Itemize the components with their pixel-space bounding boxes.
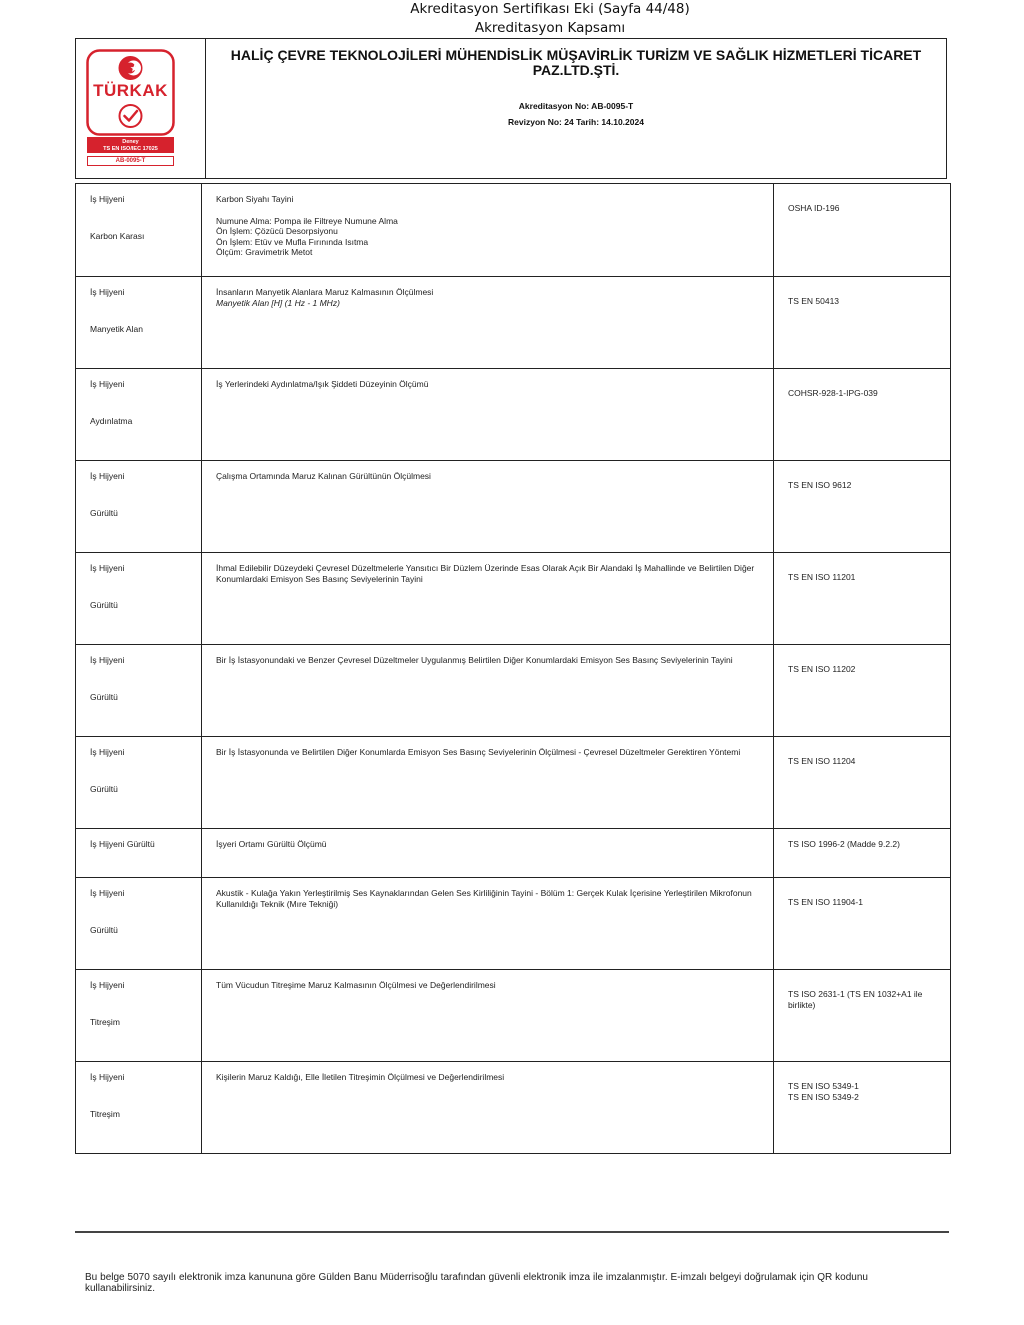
method-title: Çalışma Ortamında Maruz Kalınan Gürültünün Ölçülmesi	[216, 471, 431, 481]
field-label: İş Hijyeni Gürültü	[90, 839, 155, 849]
method-title: İhmal Edilebilir Düzeydeki Çevresel Düzeltmelerle Yansıtıcı Bir Düzlem Üzerinde Esas Olarak Açık Bir Alandaki İş Mahallinde ve Belirtilen Diğer Konumlardaki Emisyon Ses Basınç Seviyelerinin Tayini	[216, 563, 755, 584]
method-subtitle: Manyetik Alan [H] (1 Hz - 1 MHz)	[216, 297, 340, 308]
method-detail: Ön İşlem: Etüv ve Mufla Fırınında Isıtma	[216, 236, 369, 247]
crescent-star-icon	[119, 56, 143, 80]
table-row	[76, 970, 951, 1062]
category-label: Gürültü	[90, 691, 118, 702]
category-label: Gürültü	[90, 599, 118, 610]
standard-ref: COHSR-928-1-IPG-039	[788, 388, 878, 398]
checkmark-circle-icon	[120, 105, 142, 127]
category-label: Manyetik Alan	[90, 323, 143, 334]
turkak-wordmark: TÜRKAK	[93, 81, 168, 100]
standard-ref: TS ISO 1996-2 (Madde 9.2.2)	[788, 839, 900, 849]
table-row	[76, 1062, 951, 1154]
accreditation-badge	[87, 137, 174, 153]
page-subtitle: Akreditasyon Kapsamı	[474, 20, 626, 36]
category-label: Gürültü	[90, 507, 118, 518]
method-title: Bir İş İstasyonundaki ve Benzer Çevresel Düzeltmeler Uygulanmış Belirtilen Diğer Konumlardaki Emisyon Ses Basınç Seviyelerinin Tayini	[216, 655, 733, 665]
category-label: Titreşim	[90, 1016, 120, 1027]
scope-table	[75, 183, 951, 1154]
method-title: Bir İş İstasyonunda ve Belirtilen Diğer Konumlarda Emisyon Ses Basınç Seviyelerinin Ölçülmesi - Çevresel Düzeltmeler Gerektiren Yöntemi	[216, 747, 741, 757]
organization-block	[206, 39, 946, 178]
category-label: Karbon Karası	[90, 230, 145, 241]
footer-divider	[75, 1231, 949, 1233]
category-label: Gürültü	[90, 924, 118, 935]
method-title: Akustik - Kulağa Yakın Yerleştirilmiş Ses Kaynaklarından Gelen Ses Kirliliğinin Tayini - Bölüm 1: Gerçek Kulak İçerisine Yerleştirilen Mikrofonun Kullanıldığı Teknik (Mıre Tekniği)	[216, 888, 752, 909]
method-title: Karbon Siyahı Tayini	[216, 194, 294, 204]
standard-ref: OSHA ID-196	[788, 203, 840, 213]
field-label: İş Hijyeni	[90, 888, 125, 898]
method-detail: Ön İşlem: Çözücü Desorpsiyonu	[216, 226, 338, 236]
standard-ref: TS EN ISO 11904-1	[788, 897, 863, 907]
field-label: İş Hijyeni	[90, 379, 125, 389]
table-row	[76, 737, 951, 829]
standard-ref: TS EN ISO 11204	[788, 756, 856, 766]
organization-name: HALİÇ ÇEVRE TEKNOLOJİLERİ MÜHENDİSLİK MÜŞAVİRLİK TURİZM VE SAĞLIK HİZMETLERİ TİCARET PAZ.LTD.ŞTİ.	[230, 47, 922, 78]
method-title: İşyeri Ortamı Gürültü Ölçümü	[216, 839, 327, 849]
table-row	[76, 277, 951, 369]
field-label: İş Hijyeni	[90, 1072, 125, 1082]
field-label: İş Hijyeni	[90, 287, 125, 297]
field-label: İş Hijyeni	[90, 980, 125, 990]
table-row	[76, 184, 951, 277]
field-label: İş Hijyeni	[90, 194, 125, 204]
page-title: Akreditasyon Sertifikası Eki (Sayfa 44/48)	[410, 1, 690, 17]
standard-ref: TS EN ISO 11202	[788, 664, 856, 674]
revision-info: Revizyon No: 24 Tarih: 14.10.2024	[508, 117, 644, 127]
field-label: İş Hijyeni	[90, 655, 125, 665]
method-title: Kişilerin Maruz Kaldığı, Elle İletilen Titreşimin Ölçülmesi ve Değerlendirilmesi	[216, 1072, 505, 1082]
category-label: Titreşim	[90, 1108, 120, 1119]
header-box	[75, 38, 947, 179]
table-row	[76, 878, 951, 970]
method-title: İnsanların Manyetik Alanlara Maruz Kalmasının Ölçülmesi	[216, 287, 434, 297]
standard-ref: TS EN 50413	[788, 296, 840, 306]
footer-signature-note: Bu belge 5070 sayılı elektronik imza kanununa göre Gülden Banu Müderrisoğlu tarafından güvenli elektronik imza ile imzalanmıştır. E-imzalı belgeyi doğrulamak için QR kodunu kullanabilirsiniz.	[85, 1272, 868, 1294]
field-label: İş Hijyeni	[90, 471, 125, 481]
accreditation-number: Akreditasyon No: AB-0095-T	[518, 101, 634, 111]
field-label: İş Hijyeni	[90, 747, 125, 757]
standard-ref: TS ISO 2631-1 (TS EN 1032+A1 ile birlikte)	[788, 989, 923, 1010]
standard-ref: TS EN ISO 5349-1 TS EN ISO 5349-2	[788, 1081, 859, 1102]
table-row	[76, 369, 951, 461]
category-label: Gürültü	[90, 783, 118, 794]
category-label: Aydınlatma	[90, 415, 133, 426]
logo-cell	[76, 39, 206, 178]
standard-ref: TS EN ISO 11201	[788, 572, 856, 582]
badge-standard: TS EN ISO/IEC 17025	[103, 145, 158, 152]
table-row	[76, 645, 951, 737]
standard-ref: TS EN ISO 9612	[788, 480, 852, 490]
method-title: İş Yerlerindeki Aydınlatma/Işık Şiddeti Düzeyinin Ölçümü	[216, 379, 429, 389]
badge-number: AB-0095-T	[87, 156, 174, 166]
field-label: İş Hijyeni	[90, 563, 125, 573]
turkak-logo	[86, 49, 175, 136]
table-row	[76, 553, 951, 645]
method-detail: Ölçüm: Gravimetrik Metot	[216, 247, 313, 257]
table-row	[76, 461, 951, 553]
table-row	[76, 829, 951, 878]
method-title: Tüm Vücudun Titreşime Maruz Kalmasının Ölçülmesi ve Değerlendirilmesi	[216, 980, 496, 990]
badge-type: Deney	[122, 139, 139, 145]
method-detail: Numune Alma: Pompa ile Filtreye Numune Alma	[216, 215, 398, 226]
